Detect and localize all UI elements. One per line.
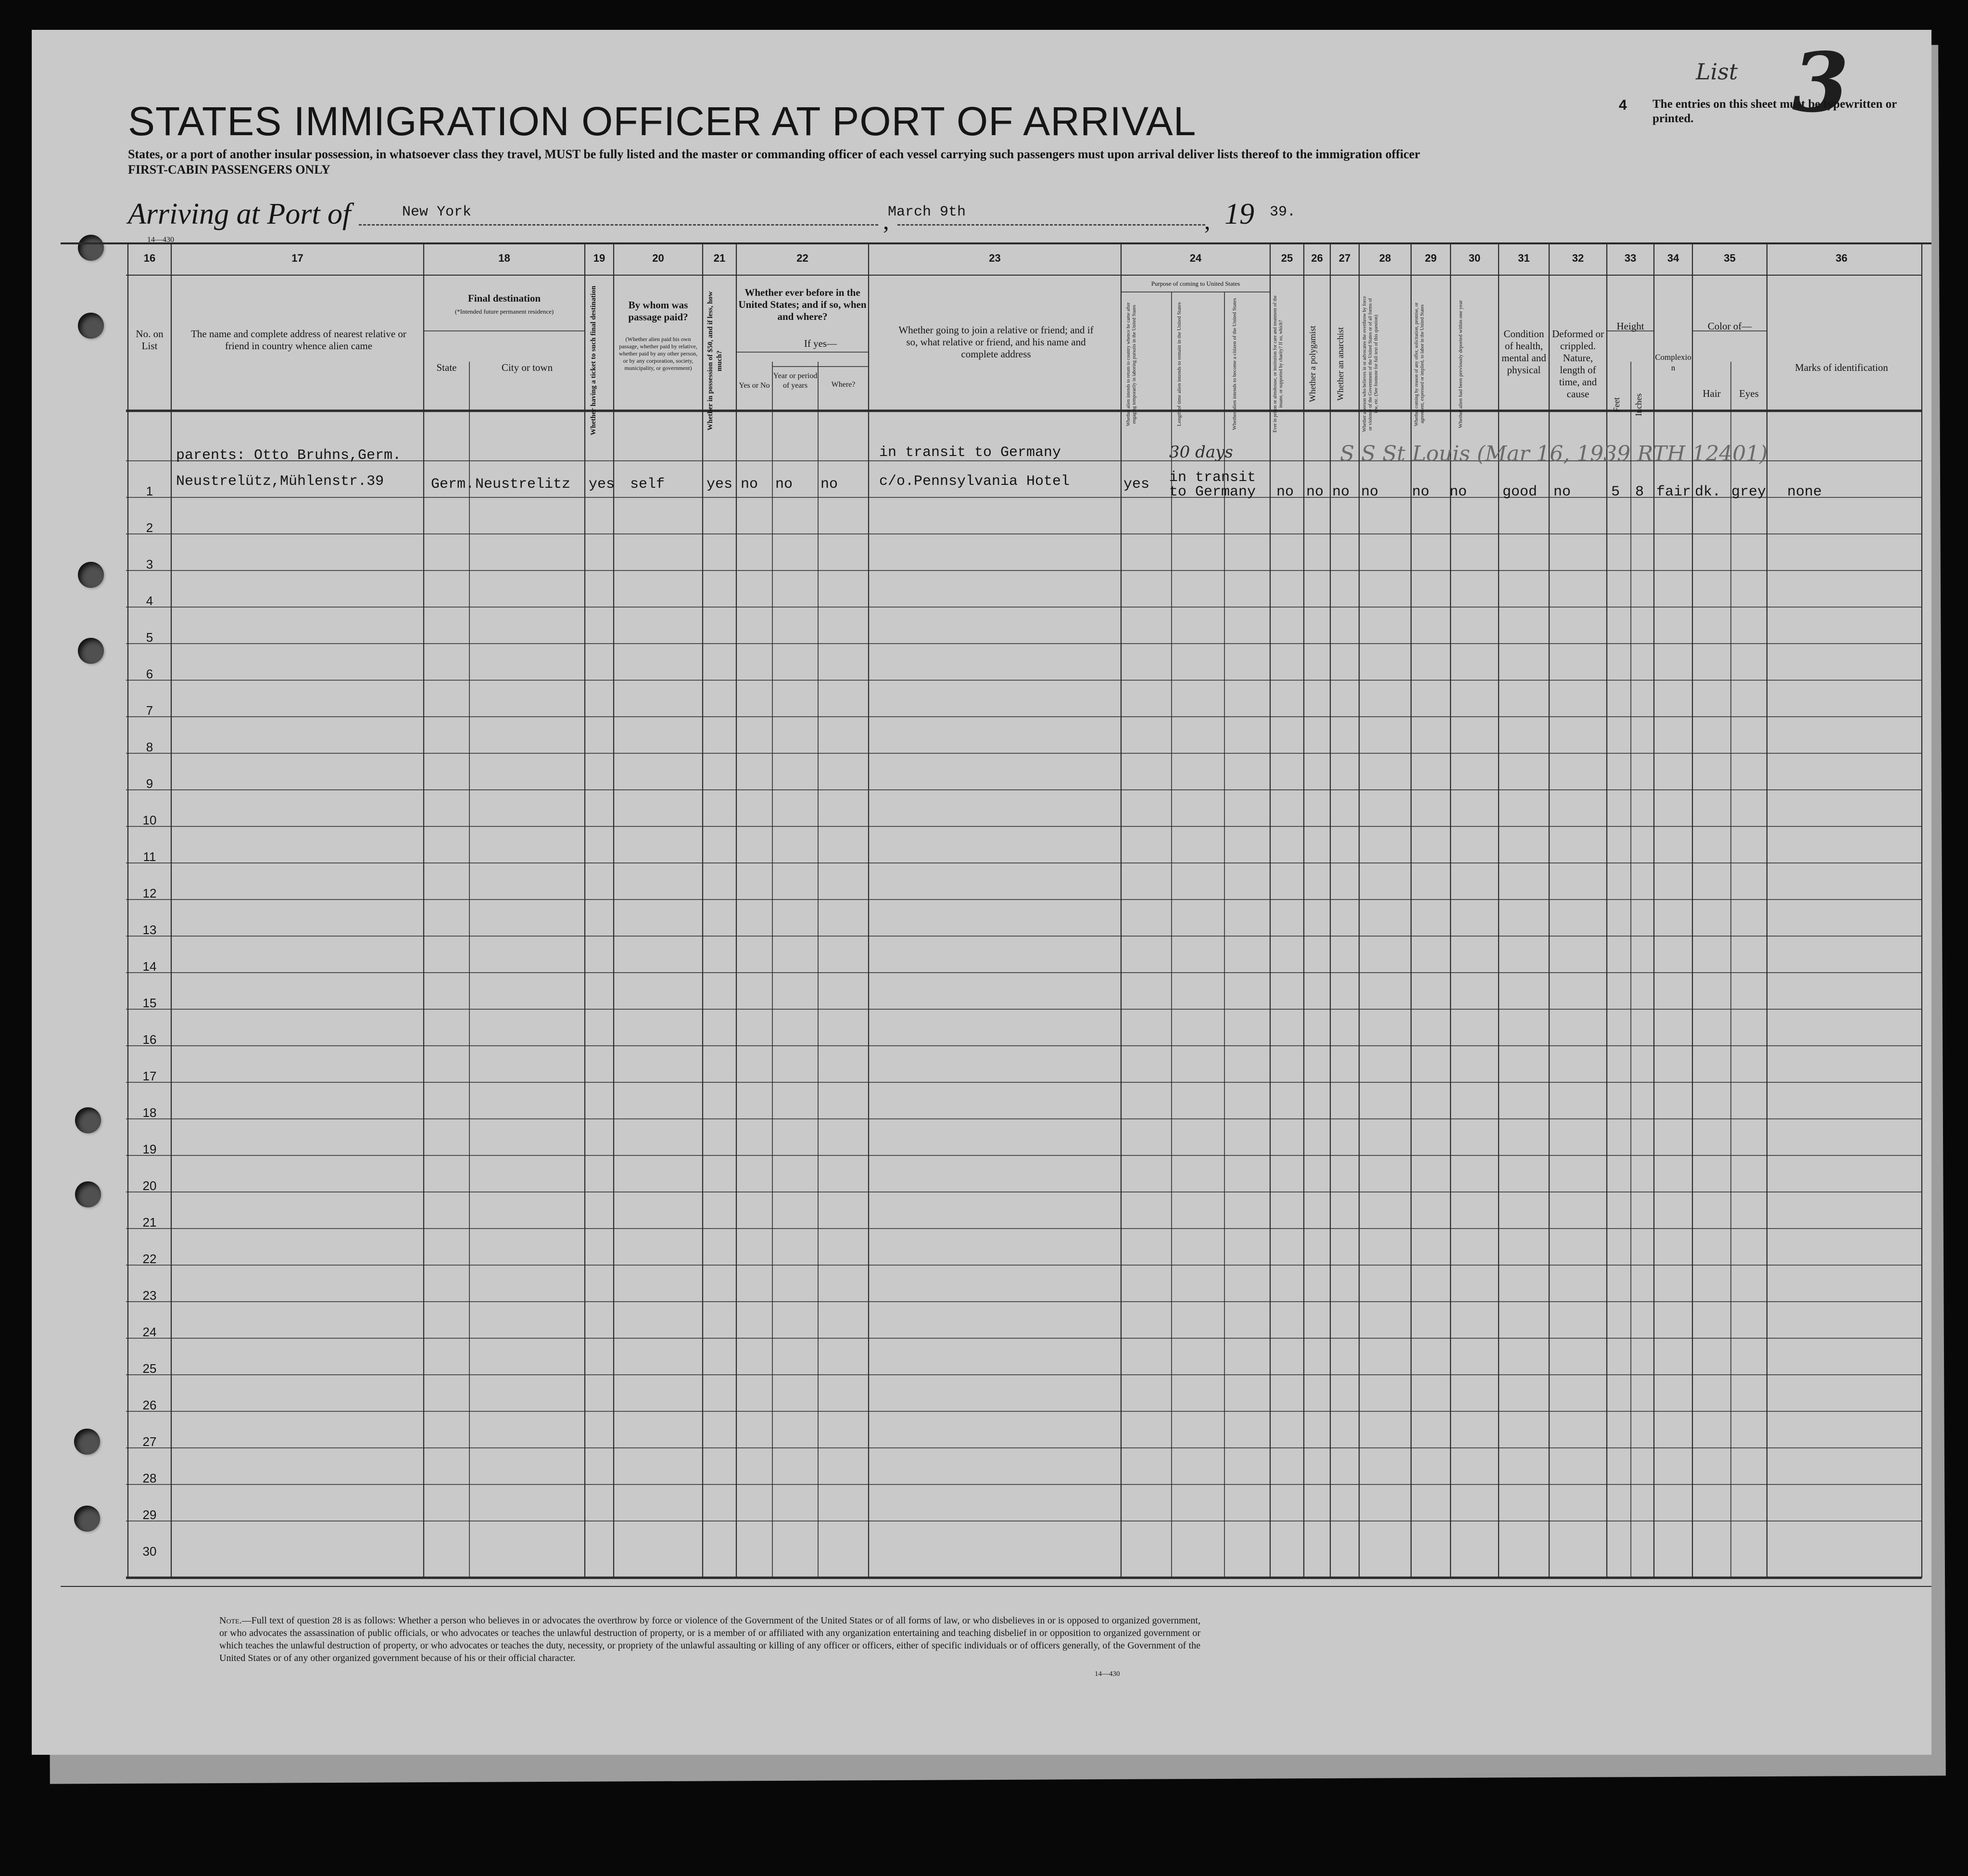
header-complexion: Complexion [1655, 353, 1691, 372]
row-number: 20 [142, 1179, 157, 1193]
col-num-28: 28 [1379, 252, 1391, 264]
header-deported: Whether alien had been previously deported within one year [1458, 300, 1463, 428]
col-num-23: 23 [989, 252, 1001, 264]
header-purpose-return: Whether alien intends to return to country whence he came after engaging temporarily in laboring pursuits in the United States [1126, 302, 1137, 426]
col-num-30: 30 [1468, 252, 1481, 264]
list-label: List [1696, 59, 1738, 85]
header-height: Height [1616, 320, 1644, 332]
row-number: 9 [146, 776, 153, 791]
row-number: 21 [142, 1215, 157, 1230]
inches-value: 8 [1635, 484, 1644, 500]
col-num-22: 22 [796, 252, 808, 264]
complexion-value: fair [1656, 484, 1691, 500]
stay-line-1: in transit [1169, 469, 1256, 486]
row-number: 25 [142, 1361, 157, 1376]
port-value: New York [402, 204, 472, 220]
header-has-50: Whether in possession of $50, and if less, how much? [706, 291, 723, 431]
ticket-value: yes [589, 476, 615, 493]
row-number: 8 [146, 740, 153, 754]
header-where: Where? [831, 380, 856, 389]
row-number: 29 [142, 1508, 157, 1522]
health-value: good [1502, 484, 1538, 500]
form-title: STATES IMMIGRATION OFFICER AT PORT OF ARRIVAL [128, 99, 1197, 144]
header-color-of: Color of— [1707, 320, 1752, 332]
row-number: 11 [143, 849, 156, 864]
q25-value: no [1276, 484, 1294, 500]
arriving-label: Arriving at Port of [128, 198, 351, 230]
relative-line-1: parents: Otto Bruhns,Germ. [176, 447, 402, 464]
typewritten-notice: The entries on this sheet must be typewritten or printed. [1653, 98, 1897, 125]
header-labor-offer: Whether coming by reason of any offer, solicitation, promise, or agreement, expressed or implied, to labor in the United States [1414, 302, 1425, 426]
col-num-17: 17 [291, 252, 303, 264]
row-number: 30 [142, 1544, 157, 1559]
destination-state: Germ. [431, 476, 475, 493]
hair-value: dk. [1695, 484, 1721, 500]
header-purpose-citizen: Whether alien intends to become a citizen of the United States [1232, 298, 1237, 431]
comma-2: , [1204, 207, 1211, 234]
header-health: Condition of health, mental and physical [1501, 328, 1546, 376]
date-value: March 9th [888, 204, 966, 220]
list-number: 3 [1792, 35, 1849, 131]
header-anarchist: Whether an anarchist [1336, 327, 1345, 401]
row-number: 28 [142, 1471, 157, 1485]
col-num-20: 20 [652, 252, 664, 264]
relative-line-2: Neustrelütz,Mühlenstr.39 [176, 473, 384, 490]
ship-annotation: S S St Louis (Mar 16, 1939 RTH 12401) [1340, 442, 1768, 466]
header-final-destination-note: (*Intended future permanent residence) [454, 308, 554, 315]
has-50-value: yes [706, 476, 733, 493]
header-nearest-relative: The name and complete address of nearest relative or friend in country whence alien came [191, 328, 406, 352]
q29-value: no [1412, 484, 1430, 500]
page-mark: 4 [1619, 97, 1627, 113]
join-line-2: c/o.Pennsylvania Hotel [879, 473, 1070, 490]
form-subtitle: States, or a port of another insular possession, in whatsoever class they travel, MUST be fully listed and the master or commanding officer of each vessel carrying such passengers must upon arrival deliver lists thereof to the immigration officer [128, 147, 1420, 161]
manifest-sheet [32, 30, 1931, 1755]
q26-value: no [1306, 484, 1324, 500]
col-num-25: 25 [1281, 252, 1293, 264]
stay-handwritten: 30 days [1169, 443, 1233, 462]
col-num-16: 16 [143, 252, 156, 264]
row-number: 6 [146, 667, 153, 681]
header-city: City or town [501, 362, 553, 373]
marks-value: none [1787, 484, 1822, 500]
col-num-31: 31 [1518, 252, 1530, 264]
header-ticket: Whether having a ticket to such final destination [590, 286, 597, 436]
destination-city: Neustrelitz [475, 476, 571, 493]
col-num-27: 27 [1338, 252, 1351, 264]
row-number: 19 [142, 1142, 157, 1156]
header-marks: Marks of identification [1795, 362, 1888, 373]
header-hair: Hair [1703, 388, 1721, 399]
header-ever-before: Whether ever before in the United States; and if so, when and where? [738, 287, 867, 322]
row-number: 17 [142, 1069, 157, 1083]
col-num-24: 24 [1189, 252, 1202, 264]
footnote-form-code: 14—430 [1095, 1670, 1120, 1678]
manifest-grid [32, 30, 1931, 1755]
col-num-36: 36 [1835, 252, 1848, 264]
header-purpose-length: Length of time alien intends to remain in the United States [1176, 302, 1182, 426]
header-overthrow: Whether a person who believes in or advocates the overthrow by force or violence of the Government of the United States or of all forms of law, etc. (See footnote for full text of this question) [1362, 296, 1379, 432]
header-eyes: Eyes [1739, 388, 1759, 399]
comma-1: , [883, 207, 889, 234]
header-inches: Inches [1634, 393, 1643, 417]
col-num-21: 21 [713, 252, 726, 264]
col-num-35: 35 [1724, 252, 1736, 264]
col-num-18: 18 [498, 252, 510, 264]
row-number: 18 [142, 1105, 157, 1120]
feet-value: 5 [1611, 484, 1620, 500]
col-num-32: 32 [1572, 252, 1584, 264]
footnote-text: —Full text of question 28 is as follows: Whether a person who believes in or advocates the overthrow by force or violence of the Government of the United States or of all forms of law, or who disbelieves in or is opposed to organized government, or who advocates the assassination of public officials, or who advocates or teaches the unlawful destruction of property, or is a member of or affiliated with any organization entertaining and teaching disbelief in or opposition to organized government or which teaches the unlawful destruction of property, or who advocates or teaches the duty, necessity, or propriety of the unlawful assaulting or killing of any officer or officers, either of specific individuals or of officers generally, of the Government of the United States or of any other organized government because of his or their official character. [219, 1615, 1200, 1663]
header-final-destination: Final destination [467, 292, 541, 304]
return-country-value: yes [1123, 476, 1150, 493]
header-paid-by: By whom was passage paid? [628, 299, 688, 323]
first-cabin-label: FIRST-CABIN PASSENGERS ONLY [128, 163, 330, 177]
eyes-value: grey [1731, 484, 1766, 500]
row-number: 4 [146, 594, 153, 608]
row-number: 26 [142, 1398, 157, 1412]
paid-by-value: self [630, 476, 665, 493]
header-feet: Feet [1612, 397, 1621, 413]
q27-value: no [1332, 484, 1350, 500]
where-value: no [820, 476, 838, 493]
col-num-33: 33 [1624, 252, 1637, 264]
form-code-top: 14—430 [147, 236, 174, 244]
row-number: 14 [142, 959, 157, 974]
deformed-value: no [1553, 484, 1571, 500]
header-no-on-list: No. on List [136, 328, 164, 352]
row-number: 27 [142, 1434, 157, 1449]
header-paid-by-note: (Whether alien paid his own passage, whether paid by relative, whether paid by any other person, or by any corporation, society, municipality, or government) [618, 336, 698, 371]
footnote [219, 1614, 1200, 1664]
header-prison: Ever in prison or almshouse, or institution for care and treatment of the insane, or supported by charity? If so, which? [1273, 295, 1284, 433]
header-period: Year or period of years [773, 372, 818, 390]
row-number: 15 [142, 996, 157, 1010]
header-state: State [436, 362, 457, 373]
row-number: 7 [146, 703, 153, 718]
year-prefix: 19 [1224, 198, 1254, 230]
header-if-yes: If yes— [804, 338, 837, 349]
row-number: 23 [142, 1288, 157, 1303]
footnote-label: Note. [219, 1615, 242, 1626]
col-num-19: 19 [593, 252, 606, 264]
header-purpose: Purpose of coming to United States [1151, 280, 1240, 287]
q30-value: no [1450, 484, 1467, 500]
row-number: 24 [142, 1325, 157, 1339]
row-number: 13 [142, 923, 157, 937]
stay-line-2: to Germany [1169, 484, 1256, 500]
header-polygamist: Whether a polygamist [1308, 326, 1317, 403]
row-number: 5 [146, 630, 153, 645]
row-number: 16 [142, 1032, 157, 1047]
header-join-relative: Whether going to join a relative or friend; and if so, what relative or friend, and his name and complete address [898, 324, 1094, 360]
row-number: 2 [146, 520, 153, 535]
row-number: 10 [142, 813, 157, 827]
row-number: 3 [146, 557, 153, 571]
year-suffix: 39. [1270, 204, 1296, 220]
ever-before-value: no [741, 476, 758, 493]
header-deformed: Deformed or crippled. Nature, length of time, and cause [1552, 328, 1604, 400]
col-num-29: 29 [1425, 252, 1437, 264]
col-num-34: 34 [1667, 252, 1679, 264]
row-number: 22 [142, 1252, 157, 1266]
period-value: no [775, 476, 793, 493]
col-num-26: 26 [1311, 252, 1323, 264]
join-line-1: in transit to Germany [879, 444, 1061, 461]
header-yes-no: Yes or No [739, 381, 770, 390]
row-number: 12 [142, 886, 157, 900]
q28-value: no [1361, 484, 1379, 500]
row-number: 1 [146, 484, 153, 498]
